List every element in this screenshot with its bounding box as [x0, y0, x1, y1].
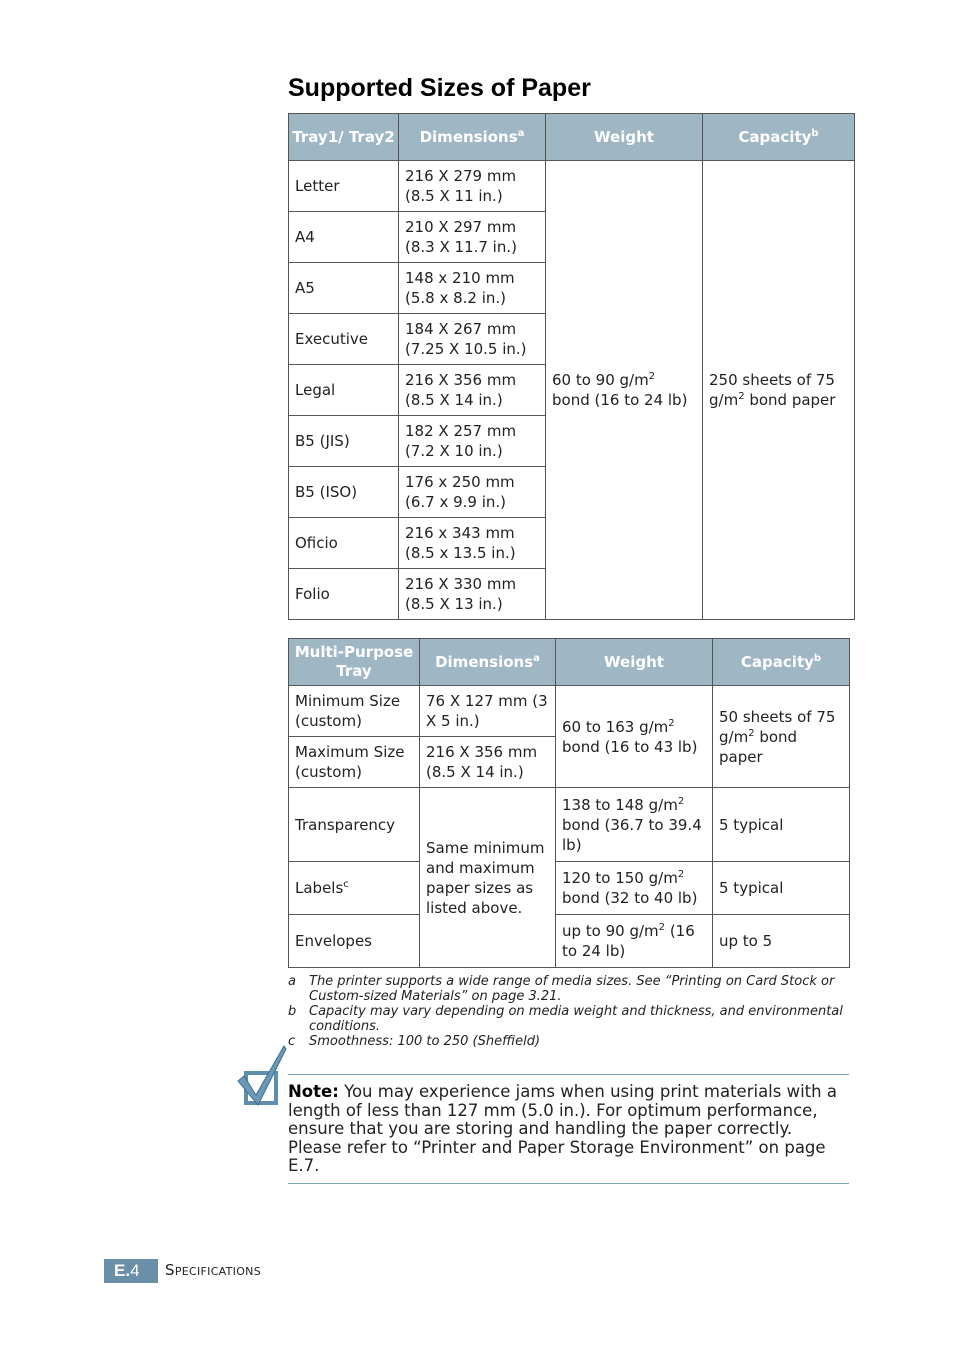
- dim-in: (7.2 X 10 in.): [405, 442, 503, 460]
- size-dimensions: [399, 212, 546, 263]
- capacity-cell: 5 typical: [713, 788, 850, 862]
- page-title: Supported Sizes of Paper: [288, 74, 591, 102]
- table-row: [289, 862, 850, 915]
- capacity-cell: [713, 686, 850, 788]
- header-tray-label: Tray1/ Tray2: [292, 127, 395, 146]
- footnote-text: Capacity may vary depending on media weight and thickness, and environmental conditions.: [309, 1004, 843, 1034]
- footnote-key: a: [288, 974, 296, 989]
- header-weight-label: Weight: [604, 652, 664, 671]
- size-name: Envelopes: [289, 915, 420, 968]
- note-text: You may experience jams when using print materials with a length of less than 127 mm (5.0 in.). For optimum performance, ensure that you are storing and handling the paper correctly. Please refer to “Printer and Paper Storage Environment” on page E.7.: [288, 1082, 837, 1176]
- weight-text-2: bond (32 to 40 lb): [562, 889, 698, 907]
- weight-text: 60 to 163 g/m: [562, 717, 669, 736]
- weight-sup: 2: [677, 869, 685, 880]
- footnote-key: b: [288, 1004, 297, 1019]
- labels-text: Labels: [295, 879, 344, 897]
- dim-mm: 216 X 330 mm: [405, 575, 517, 593]
- capacity-sup: 2: [748, 727, 755, 739]
- dim-in: (8.5 X 14 in.): [405, 391, 503, 409]
- footnote-ref-a: a: [533, 652, 540, 664]
- capacity-cell: [703, 161, 855, 620]
- chapter-prefix: E.: [114, 1261, 131, 1280]
- header-dimensions-label: Dimensions: [435, 652, 534, 671]
- weight-text: up to 90 g/m: [562, 922, 659, 940]
- weight-cell: [546, 161, 703, 620]
- footnote-ref-b: b: [811, 127, 819, 139]
- multipurpose-tray-table: [288, 638, 850, 968]
- footnotes: [288, 975, 854, 1051]
- size-dimensions: [399, 467, 546, 518]
- size-name: A4: [289, 212, 399, 263]
- header-weight-label: Weight: [594, 127, 654, 146]
- dim-mm: 176 x 250 mm: [405, 473, 515, 491]
- header-tray: [289, 114, 399, 161]
- capacity-cell: 5 typical: [713, 862, 850, 915]
- footnote-ref-a: a: [517, 127, 525, 139]
- footnote-text: Smoothness: 100 to 250 (Sheffield): [309, 1034, 541, 1049]
- weight-cell: [556, 915, 713, 968]
- size-dimensions: [399, 569, 546, 620]
- size-name: Maximum Size (custom): [289, 737, 420, 788]
- size-name: B5 (ISO): [289, 467, 399, 518]
- table-row: [289, 915, 850, 968]
- dim-mm: 210 X 297 mm: [405, 218, 517, 236]
- header-dimensions-label: Dimensions: [419, 127, 518, 146]
- header-capacity: [713, 639, 850, 686]
- table-row: [289, 788, 850, 862]
- tray-paper-table: [288, 113, 855, 620]
- weight-text: 60 to 90 g/m: [552, 371, 649, 389]
- dim-in: (8.5 X 11 in.): [405, 187, 503, 205]
- weight-cell: [556, 862, 713, 915]
- header-capacity: [703, 114, 855, 161]
- note-box: [288, 1074, 849, 1184]
- footnote-text: The printer supports a wide range of media sizes. See “Printing on Card Stock or Custom-sized Materials” on page 3.21.: [309, 974, 835, 1004]
- size-dimensions: Same minimum and maximum paper sizes as listed above.: [420, 788, 556, 968]
- weight-sup: 2: [648, 371, 656, 382]
- size-dimensions: [399, 314, 546, 365]
- size-dimensions: [399, 161, 546, 212]
- table-header-row: [289, 114, 855, 161]
- table-header-row: [289, 639, 850, 686]
- note-label: Note:: [288, 1082, 339, 1101]
- footnote-a: [288, 975, 854, 1004]
- header-tray-label: Multi-Purpose Tray: [294, 643, 414, 680]
- size-dimensions: [399, 518, 546, 569]
- size-name: B5 (JIS): [289, 416, 399, 467]
- header-weight: [546, 114, 703, 161]
- weight-sup: 2: [677, 795, 685, 807]
- capacity-cell: up to 5: [713, 915, 850, 968]
- dim-in: (8.3 X 11.7 in.): [405, 238, 517, 256]
- size-name: Legal: [289, 365, 399, 416]
- dim-mm: 216 X 356 mm: [405, 371, 517, 389]
- dim-in: (5.8 x 8.2 in.): [405, 289, 507, 307]
- size-name: Letter: [289, 161, 399, 212]
- dim-in: (7.25 X 10.5 in.): [405, 340, 527, 358]
- size-dimensions: 76 X 127 mm (3 X 5 in.): [420, 686, 556, 737]
- footnote-c: [288, 1035, 854, 1050]
- dim-in: (8.5 x 13.5 in.): [405, 544, 516, 562]
- dim-mm: 216 x 343 mm: [405, 524, 515, 542]
- size-dimensions: 216 X 356 mm (8.5 X 14 in.): [420, 737, 556, 788]
- dim-mm: 216 X 279 mm: [405, 167, 517, 185]
- capacity-text: 50 sheets of 75 g/m: [719, 707, 836, 746]
- checkmark-note-icon: [236, 1043, 288, 1109]
- footnote-b: [288, 1005, 854, 1034]
- weight-text-2: (16 to 24 lb): [562, 922, 695, 960]
- weight-text: 138 to 148 g/m: [562, 795, 678, 814]
- dim-mm: 184 X 267 mm: [405, 320, 517, 338]
- header-weight: [556, 639, 713, 686]
- size-dimensions: [399, 263, 546, 314]
- size-name: Oficio: [289, 518, 399, 569]
- weight-sup: 2: [668, 717, 675, 729]
- capacity-text-2: bond paper: [744, 391, 836, 409]
- page-number-badge: [104, 1259, 158, 1283]
- weight-sup: 2: [658, 922, 666, 933]
- capacity-text-2: bond paper: [719, 727, 798, 766]
- size-name: Transparency: [289, 788, 420, 862]
- size-name: [289, 862, 420, 915]
- weight-text-2: bond (16 to 24 lb): [552, 391, 688, 409]
- chapter-title: Specifications: [165, 1261, 261, 1279]
- dim-mm: 148 x 210 mm: [405, 269, 515, 287]
- size-dimensions: [399, 416, 546, 467]
- table-row: [289, 161, 855, 212]
- weight-text-2: bond (16 to 43 lb): [562, 737, 698, 756]
- weight-text-2: bond (36.7 to 39.4 lb): [562, 815, 702, 854]
- footnote-ref-b: b: [813, 652, 822, 664]
- dim-in: (6.7 x 9.9 in.): [405, 493, 507, 511]
- table-row: [289, 686, 850, 737]
- header-dimensions: [399, 114, 546, 161]
- size-name: A5: [289, 263, 399, 314]
- dim-in: (8.5 X 13 in.): [405, 595, 503, 613]
- weight-cell: [556, 686, 713, 788]
- weight-text: 120 to 150 g/m: [562, 869, 678, 887]
- page-number: 4: [130, 1261, 140, 1280]
- header-dimensions: [420, 639, 556, 686]
- capacity-unit: g/m: [709, 391, 739, 409]
- header-capacity-label: Capacity: [740, 652, 814, 671]
- header-capacity-label: Capacity: [738, 127, 812, 146]
- dim-mm: 182 X 257 mm: [405, 422, 517, 440]
- size-name: Executive: [289, 314, 399, 365]
- capacity-text: 250 sheets of 75: [709, 371, 835, 389]
- footnote-key: c: [288, 1034, 296, 1049]
- size-name: Minimum Size (custom): [289, 686, 420, 737]
- size-dimensions: [399, 365, 546, 416]
- header-tray: [289, 639, 420, 686]
- weight-cell: [556, 788, 713, 862]
- footnote-ref-c: c: [343, 879, 349, 890]
- size-name: Folio: [289, 569, 399, 620]
- capacity-sup: 2: [738, 391, 745, 402]
